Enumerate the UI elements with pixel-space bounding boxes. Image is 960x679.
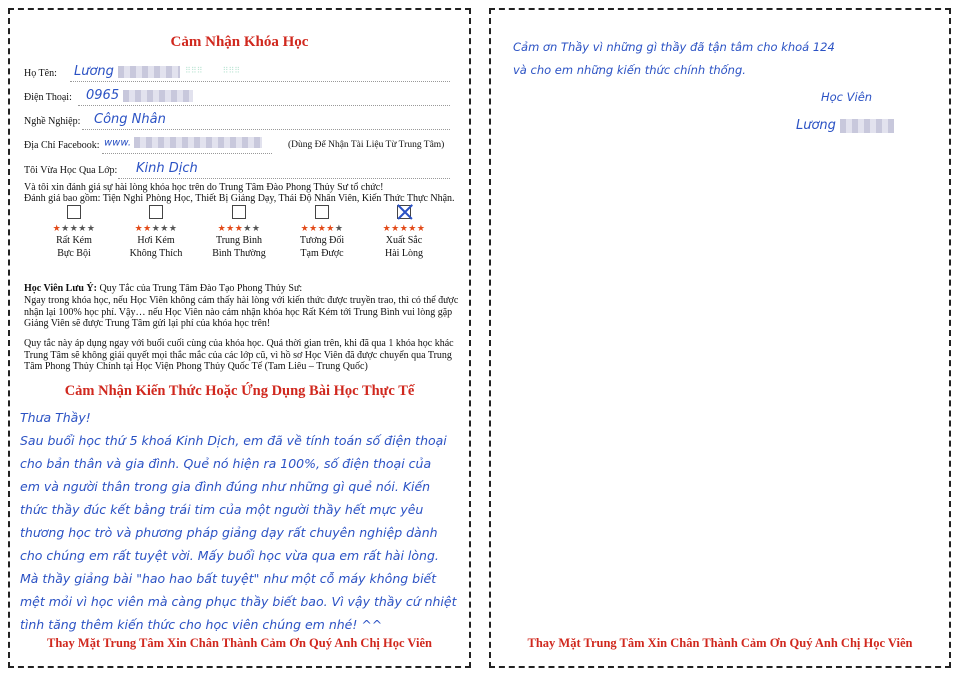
rating-checkbox[interactable]: [149, 205, 163, 219]
redacted-phone: [123, 90, 193, 102]
job-value: Công Nhân: [94, 112, 166, 127]
rating-label: Hơi Kém: [137, 235, 175, 246]
form-title: Cảm Nhận Khóa Học: [170, 34, 309, 50]
signature-label: Học Viên: [821, 90, 873, 104]
facebook-dotted-line: [102, 153, 272, 154]
phone-value: 0965: [86, 88, 120, 103]
rating-label: Trung Bình: [215, 235, 263, 246]
redacted-name: [118, 66, 180, 78]
facebook-row: [24, 140, 100, 151]
rating-option-2[interactable]: [116, 205, 196, 260]
note-p2-line-1: Quy tắc này áp dụng ngay với buổi cuối cùng của khóa học. Quá thời gian trên, khi đã qua 1 khóa học khác: [24, 338, 454, 349]
facebook-value: www.: [104, 137, 132, 149]
job-label: Nghề Nghiệp:: [24, 116, 81, 127]
rating-option-3[interactable]: [199, 205, 279, 260]
name-value: Lương: [74, 64, 114, 79]
handwriting-line: Mà thầy giảng bài "hao hao bất tuyệt" như một cỗ máy không biết: [20, 571, 437, 586]
class-label: Tôi Vừa Học Qua Lớp:: [24, 165, 118, 176]
redacted-facebook: [134, 137, 262, 148]
star-rating-icon: ★★★★★: [300, 223, 344, 233]
name-label: Họ Tên:: [24, 68, 57, 79]
star-rating-icon: ★★★★★: [52, 223, 96, 233]
rating-option-5[interactable]: [364, 205, 444, 260]
letter-page: [489, 8, 951, 668]
left-footer: Thay Mặt Trung Tâm Xin Chân Thành Cảm Ơn Quý Anh Chị Học Viên: [47, 636, 432, 650]
handwriting-line: và cho em những kiến thức chính thống.: [513, 63, 746, 77]
class-row: [24, 165, 117, 176]
handwriting-line: thức thầy đúc kết bằng trái tim của một người thầy hết mực yêu: [20, 502, 424, 517]
rating-sublabel: Tạm Được: [300, 248, 344, 259]
rating-label: Rất Kém: [56, 235, 92, 246]
note-p1-line-1: Ngay trong khóa học, nếu Học Viên không cảm thấy hài lòng với kiến thức được truyền trao, thì có thể được: [24, 295, 459, 306]
facebook-note: (Dùng Để Nhận Tài Liệu Từ Trung Tâm): [288, 140, 445, 150]
name-dotted-line: [70, 81, 450, 82]
handwriting-line: thương học trò và phương pháp giảng dạy rất chuyên nghiệp dành: [20, 525, 438, 540]
signature-name: Lương: [796, 118, 836, 133]
rating-checkbox[interactable]: [315, 205, 329, 219]
rating-sublabel: Hài Lòng: [384, 248, 424, 259]
handwriting-line: mệt mỏi vì học viên mà càng phục thầy biết bao. Vì vậy thầy cứ nhiệt: [20, 594, 457, 609]
star-rating-icon: ★★★★★: [134, 223, 178, 233]
handwriting-line: tình tăng thêm kiến thức cho học viên chúng em nhé! ^^: [20, 617, 383, 632]
rating-checkbox-checked[interactable]: [397, 205, 411, 219]
phone-label: Điện Thoại:: [24, 92, 72, 103]
rating-option-1[interactable]: [34, 205, 114, 260]
note-heading: Học Viên Lưu Ý:: [24, 283, 97, 294]
rating-label: Xuất Sắc: [385, 235, 423, 246]
facebook-value-row: [104, 137, 262, 149]
handwriting-line: cho chúng em rất tuyệt vời. Mấy buổi học vừa qua em rất hài lòng.: [20, 548, 439, 563]
job-dotted-line: [82, 129, 450, 130]
feedback-form-page: [8, 8, 471, 668]
class-value: Kinh Dịch: [136, 161, 198, 176]
intro-line-1: Và tôi xin đánh giá sự hài lòng khóa học trên do Trung Tâm Đào Phong Thủy Sư tổ chức!: [24, 182, 384, 193]
note-p2-line-2: Trung Tâm sẽ không giải quyết mọi thắc mắc của các lớp cũ, vì hồ sơ Học Viên đã được chuyển qua Trung: [24, 349, 452, 361]
rating-label: Tương Đối: [299, 235, 345, 246]
facebook-label: Địa Chỉ Facebook:: [24, 140, 100, 151]
note-heading-row: [24, 283, 302, 295]
job-row: [24, 116, 80, 127]
right-footer: Thay Mặt Trung Tâm Xin Chân Thành Cảm Ơn Quý Anh Chị Học Viên: [527, 636, 913, 650]
intro-line-2: Đánh giá bao gồm: Tiện Nghi Phòng Học, Thiết Bị Giảng Dạy, Thái Độ Nhân Viên, Kiến Thức Thực Nhận.: [24, 193, 455, 204]
phone-row: [24, 92, 72, 103]
section-title: Cảm Nhận Kiến Thức Hoặc Ứng Dụng Bài Học Thực Tế: [64, 383, 415, 399]
rating-checkbox[interactable]: [232, 205, 246, 219]
phone-value-row: [86, 88, 193, 103]
handwriting-line: Sau buổi học thứ 5 khoá Kinh Dịch, em đã về tính toán số điện thoại: [20, 433, 447, 448]
redacted-signature: [840, 119, 894, 133]
name-row: [24, 68, 57, 79]
name-value-row: [74, 64, 180, 79]
rating-sublabel: Không Thích: [129, 248, 183, 259]
phone-dotted-line: [78, 105, 450, 106]
star-rating-icon: ★★★★★: [217, 223, 261, 233]
note-p2-line-3: Tâm Phong Thủy Chính tại Học Viện Phong Thủy Quốc Tế (Tam Liêu – Trung Quốc): [24, 361, 368, 372]
faint-mark: ⠿⠿⠿ ⠿⠿⠿: [185, 66, 241, 75]
rating-sublabel: Bình Thường: [212, 248, 266, 259]
handwriting-line: Thưa Thầy!: [20, 410, 91, 425]
class-dotted-line: [118, 178, 450, 179]
note-p1-line-2: nhận lại 100% học phí. Vậy… nếu Học Viên nào cảm nhận khóa học Rất Kém tới Trung Bình vui lòng gặp: [24, 306, 453, 318]
rating-sublabel: Bực Bội: [57, 248, 91, 259]
handwriting-line: em và người thân trong gia đình đúng như những gì quẻ nói. Kiến: [20, 479, 431, 494]
note-heading-rest: Quy Tắc của Trung Tâm Đào Tạo Phong Thủy Sư:: [99, 283, 303, 294]
rating-option-4[interactable]: [282, 205, 362, 260]
handwriting-line: Cảm ơn Thầy vì những gì thầy đã tận tâm cho khoá 124: [513, 40, 835, 54]
signature-row: [796, 118, 894, 133]
note-p1-line-3: Giảng Viên sẽ được Trung Tâm gửi lại phí của khóa học trên!: [24, 318, 271, 329]
rating-checkbox[interactable]: [67, 205, 81, 219]
handwriting-line: cho bản thân và gia đình. Quẻ nó hiện ra 100%, số điện thoại của: [20, 456, 432, 471]
star-rating-icon: ★★★★★: [382, 223, 426, 233]
